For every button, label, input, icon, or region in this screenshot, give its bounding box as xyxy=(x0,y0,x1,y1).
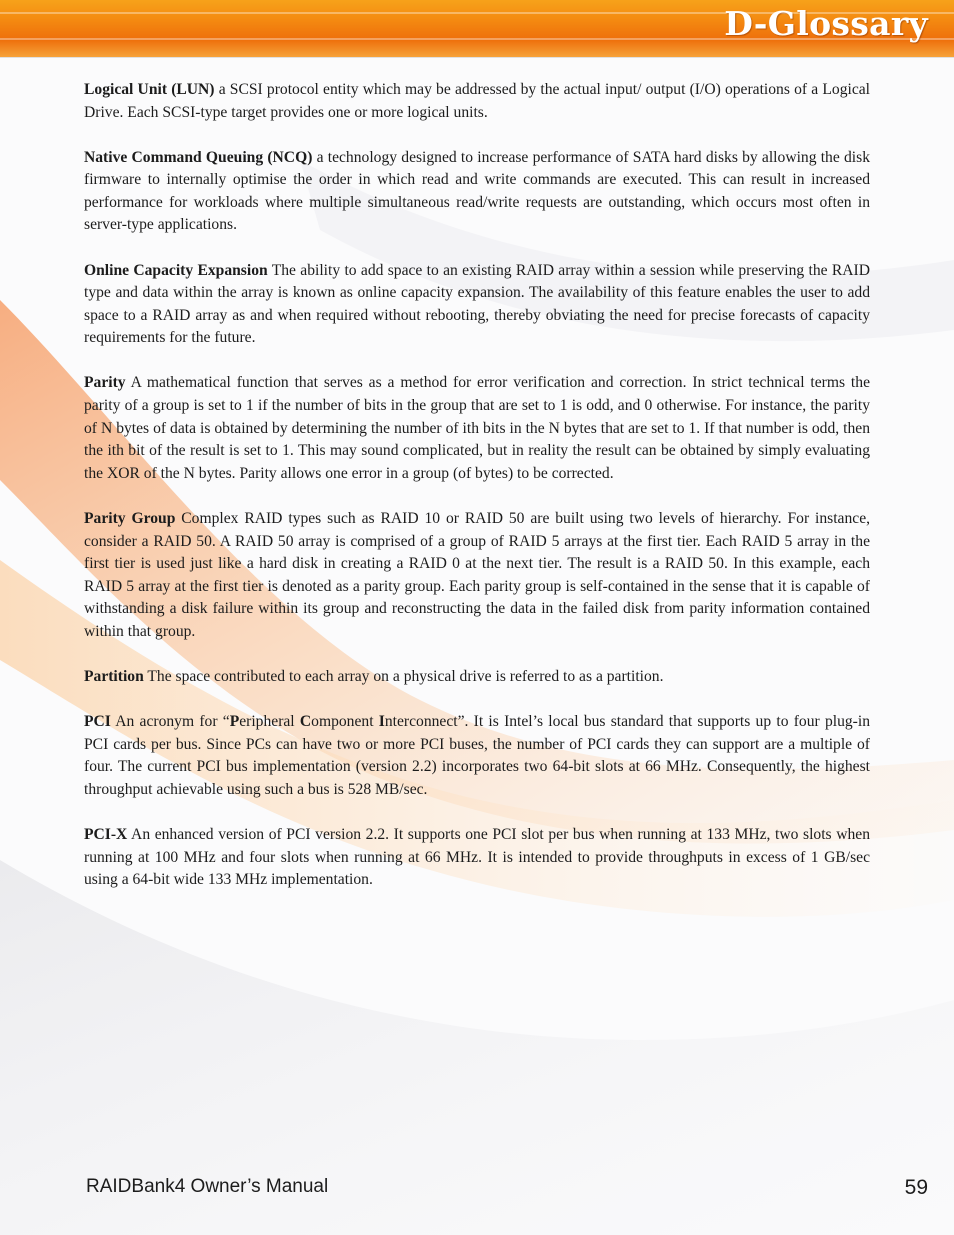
glossary-entry xyxy=(84,147,870,237)
page-number: 59 xyxy=(904,1176,928,1199)
glossary-definition-part: omponent xyxy=(311,713,379,731)
glossary-entry xyxy=(84,508,870,644)
glossary-term: PCI-X xyxy=(84,825,128,843)
glossary-content xyxy=(84,79,870,914)
glossary-definition: The ability to add space to an existing RAID array within a session while preserving the RAID type and data within the array is known as online capacity expansion. The availability of this feature enables the user to add space to a RAID array as and when required without rebooting, thereby obviating the need for precise forecasts of capacity requirements for the future. xyxy=(84,261,870,347)
manual-name: RAIDBank4 Owner’s Manual xyxy=(86,1176,329,1197)
glossary-definition: An enhanced version of PCI version 2.2. It supports one PCI slot per bus when running at 133 MHz, two slots when running at 100 MHz and four slots when running at 66 MHz. It is intended to provide throughputs in excess of 1 GB/sec using a 64-bit wide 133 MHz implementation. xyxy=(84,825,870,889)
glossary-definition-part: An acronym for “ xyxy=(110,713,230,731)
glossary-entry xyxy=(84,260,870,350)
glossary-definition-part: nterconnect”. It is Intel’s local bus standard that supports up to four plug-in PCI cards per bus. Since PCs can have two or more PCI buses, the number of PCI cards they can support are a multiple of four. The current PCI bus implementation (version 2.2) incorporates two 64-bit slots at 66 MHz. Consequently, the highest throughput achievable using such a bus is 528 MB/sec. xyxy=(84,713,871,798)
glossary-term: Partition xyxy=(84,667,144,685)
glossary-term: Native Command Queuing (NCQ) xyxy=(84,148,313,166)
acronym-letter: P xyxy=(229,713,240,731)
glossary-definition-part: eripheral xyxy=(239,713,300,731)
glossary-entry xyxy=(84,824,870,892)
glossary-definition: a technology designed to increase performance of SATA hard disks by allowing the disk firmware to internally optimise the order in which read and write commands are executed. This can result in increased performance for workloads where multiple simultaneous read/write requests are outstanding, which occurs most often in server-type applications. xyxy=(84,148,870,234)
glossary-definition: The space contributed to each array on a physical drive is referred to as a partition. xyxy=(143,667,664,685)
glossary-entry xyxy=(84,372,870,485)
glossary-definition: a SCSI protocol entity which may be addressed by the actual input/ output (I/O) operations of a Logical Drive. Each SCSI-type target provides one or more logical units. xyxy=(84,81,870,121)
acronym-letter: I xyxy=(378,713,385,731)
glossary-term: Online Capacity Expansion xyxy=(84,261,268,279)
glossary-term: Parity xyxy=(84,374,126,392)
glossary-entry xyxy=(84,666,870,689)
glossary-definition: Complex RAID types such as RAID 10 or RAID 50 are built using two levels of hierarchy. For instance, consider a RAID 50. A RAID 50 array is comprised of a group of RAID 5 arrays at the first tier. Each RAID 5 array in the first tier is used just like a hard disk in creating a RAID 0 at the next tier. The result is a RAID 50. In this example, each RAID 5 array at the first tier is denoted as a parity group. Each parity group is self-contained in the sense that it is capable of withstanding a disk failure within its group and reconstructing the data in the failed disk from parity information contained within that group. xyxy=(84,509,871,640)
section-title: D-Glossary xyxy=(724,4,928,43)
glossary-term: PCI xyxy=(84,713,111,731)
glossary-term: Parity Group xyxy=(84,509,176,527)
glossary-entry-pci xyxy=(84,711,870,801)
acronym-letter: C xyxy=(299,713,312,731)
glossary-entry xyxy=(84,79,870,124)
glossary-term: Logical Unit (LUN) xyxy=(84,81,215,98)
glossary-definition: A mathematical function that serves as a method for error verification and correction. In strict technical terms the parity of a group is set to 1 if the number of bits in the group that are set to 1 is odd, and 0 otherwise. For instance, the parity of N bytes of data is obtained by determining the number of ith bits in the N bytes that are set to 1. If that number is odd, then the ith bit of the result is set to 1. This may sound complicated, but in reality the result can be obtained by simply evaluating the XOR of the N bytes. Parity allows one error in a group (of bytes) to be corrected. xyxy=(84,374,870,482)
